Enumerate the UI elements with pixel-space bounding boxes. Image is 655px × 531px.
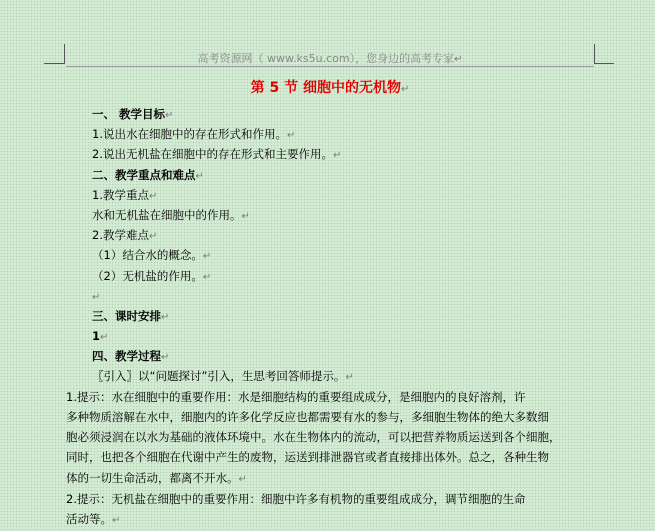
text-line	[92, 165, 602, 185]
text-line	[92, 306, 602, 326]
paragraph-mark-icon: ↵	[454, 54, 463, 65]
text-line	[92, 245, 602, 265]
paragraph-line	[66, 427, 594, 447]
title-text: 第 5 节 细胞中的无机物	[250, 80, 401, 96]
paragraph-mark-icon: ↵	[148, 231, 158, 243]
paragraph-line	[66, 407, 594, 427]
text-line-content: 1.教学重点	[92, 187, 149, 202]
paragraph-mark-icon: ↵	[92, 291, 101, 303]
text-line	[92, 366, 602, 386]
text-line	[92, 346, 602, 366]
text-line	[92, 104, 602, 124]
crop-mark-top-left-vertical	[64, 44, 65, 64]
page-title	[70, 77, 590, 97]
paragraph-mark-icon: ↵	[332, 150, 342, 162]
document-body	[92, 104, 602, 387]
crop-mark-top-right-horizontal	[594, 63, 614, 64]
paragraph-mark-icon: ↵	[286, 130, 296, 142]
paragraph-mark-icon: ↵	[112, 514, 121, 526]
text-line	[92, 124, 602, 144]
text-line-content: 1	[92, 329, 101, 344]
paragraph-inorganic-salt	[66, 489, 594, 529]
paragraph-mark-icon: ↵	[202, 251, 212, 263]
paragraph-line-content: 胞必须浸润在以水为基础的液体环境中。水在生物体内的流动，可以把营养物质运送到各个细胞，	[66, 430, 561, 445]
paragraph-line-content: 1.提示：水在细胞中的重要作用：水是细胞结构的重要组成成分，是细胞内的良好溶剂，许	[66, 389, 526, 404]
text-line	[92, 185, 602, 205]
paragraph-water	[66, 387, 594, 488]
paragraph-mark-icon: ↵	[400, 84, 410, 95]
text-line-content: 三、课时安排	[92, 308, 161, 323]
paragraph-line	[66, 509, 594, 529]
paragraph-line	[66, 387, 594, 407]
paragraph-line-content: 多种物质溶解在水中，细胞内的许多化学反应也都需要有水的参与，多细胞生物体的绝大多数细	[66, 409, 549, 424]
paragraph-line	[66, 489, 594, 509]
paragraph-mark-icon: ↵	[161, 311, 170, 323]
text-line	[92, 286, 602, 306]
crop-mark-top-right-vertical	[594, 44, 595, 64]
crop-mark-top-left-horizontal	[44, 63, 65, 64]
paragraph-line-content: 体的一切生命活动，都离不开水。	[66, 470, 239, 485]
page-header	[70, 50, 590, 66]
text-line	[92, 205, 602, 225]
paragraph-line-content: 活动等。	[66, 511, 112, 526]
text-line-content: 〖引入〗以“问题探讨”引入，生思考回答师提示。	[92, 369, 346, 384]
paragraph-mark-icon: ↵	[238, 473, 247, 485]
header-text: 高考资源网（ www.ks5u.com），您身边的高考专家	[197, 52, 455, 65]
paragraph-mark-icon: ↵	[161, 352, 170, 364]
text-line	[92, 144, 602, 164]
text-line	[92, 225, 602, 245]
text-line-content: 水和无机盐在细胞中的作用。	[92, 207, 242, 222]
text-line-content: （1）结合水的概念。	[92, 248, 203, 263]
text-line-content: 二、教学重点和难点	[92, 167, 196, 182]
text-line-content: 2.教学难点	[92, 228, 149, 243]
text-line-content: 2.说出无机盐在细胞中的存在形式和主要作用。	[92, 147, 333, 162]
paragraph-mark-icon: ↵	[148, 190, 158, 202]
paragraph-line	[66, 447, 594, 467]
text-line-content: （2）无机盐的作用。	[92, 268, 203, 283]
text-line-content: 1.说出水在细胞中的存在形式和作用。	[92, 127, 287, 142]
paragraph-mark-icon: ↵	[100, 332, 109, 344]
header-rule	[66, 66, 594, 67]
paragraph-line-content: 2.提示：无机盐在细胞中的重要作用：细胞中许多有机物的重要组成成分，调节细胞的生命	[66, 491, 526, 506]
paragraph-mark-icon: ↵	[165, 110, 174, 121]
text-line	[92, 266, 602, 286]
paragraph-line-content: 同时，也把各个细胞在代谢中产生的废物，运送到排泄器官或者直接排出体外。总之，各种生物	[66, 450, 549, 465]
text-line-content: 一、 教学目标	[92, 107, 166, 121]
text-line	[92, 326, 602, 346]
paragraph-mark-icon: ↵	[241, 210, 250, 222]
paragraph-line	[66, 468, 594, 488]
paragraph-mark-icon: ↵	[195, 170, 204, 182]
paragraph-mark-icon: ↵	[345, 372, 354, 384]
paragraph-mark-icon: ↵	[202, 271, 212, 283]
text-line-content: 四、教学过程	[92, 349, 161, 364]
